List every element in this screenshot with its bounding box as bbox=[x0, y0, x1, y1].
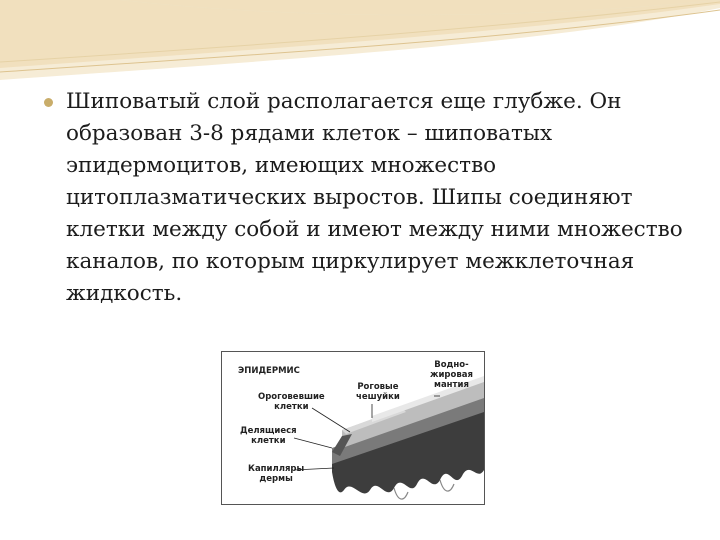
label-dividing-cells: Делящиеся клетки bbox=[240, 426, 297, 446]
decorative-header-swoosh bbox=[0, 0, 720, 90]
label-keratinized-cells: Ороговевшие клетки bbox=[258, 392, 325, 412]
label-horny-scales: Роговые чешуйки bbox=[356, 382, 400, 402]
bullet-icon bbox=[44, 98, 53, 107]
diagram-title: ЭПИДЕРМИС bbox=[238, 366, 300, 376]
label-dermis-capillaries: Капилляры дермы bbox=[248, 464, 305, 484]
paragraph-text: Шиповатый слой располагается еще глубже. Он образован 3-8 рядами клеток – шиповатых эпидермоцитов, имеющих множество цитоплазматических выростов. Шипы соединяют клетки между собой и имеют между ними множество каналов, по которым циркулирует межклеточная жидкость. bbox=[66, 89, 683, 306]
epidermis-diagram bbox=[221, 351, 485, 505]
label-water-lipid-mantle: Водно- жировая мантия bbox=[430, 360, 473, 390]
